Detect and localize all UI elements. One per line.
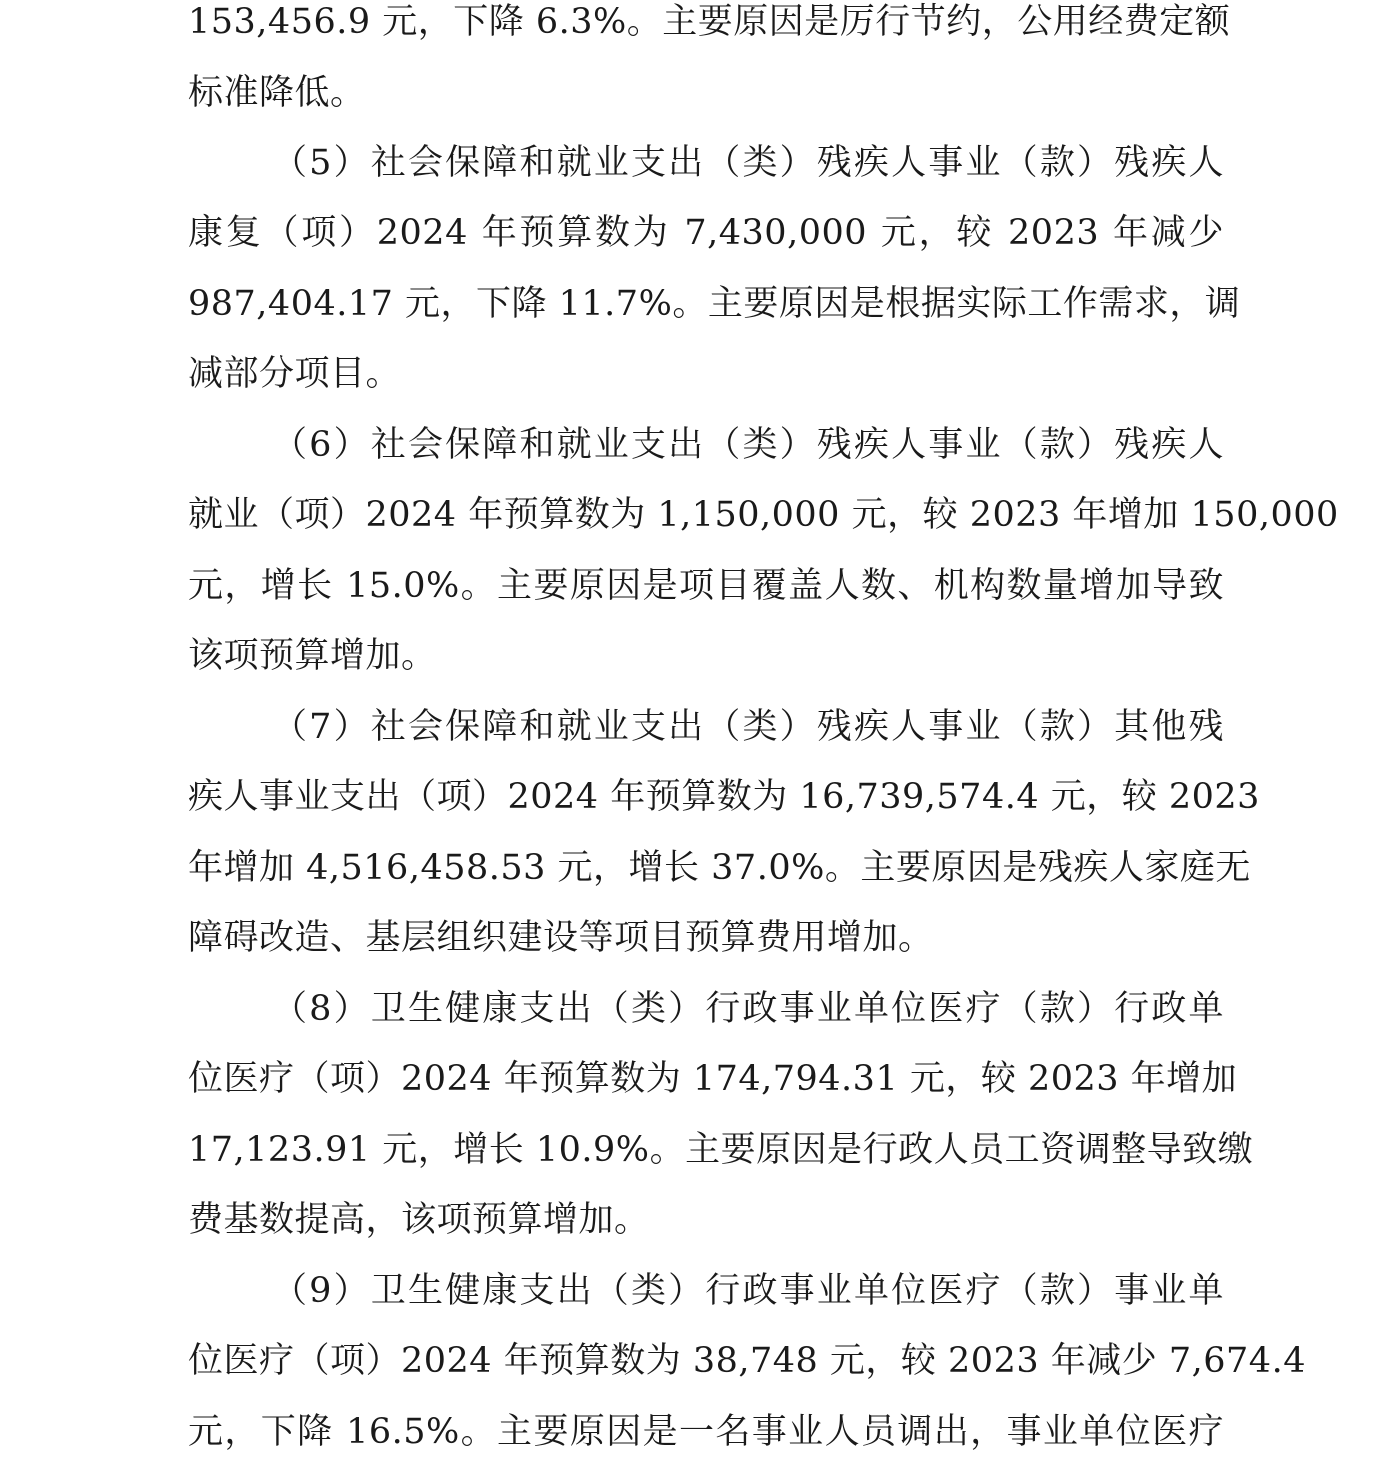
paragraph-6-line-4: 该项预算增加。 <box>188 636 437 676</box>
paragraph-9-line-2: 位医疗（项）2024 年预算数为 38,748 元，较 2023 年减少 7,674.4 <box>188 1341 1306 1381</box>
text-line-1: 153,456.9 元，下降 6.3%。主要原因是厉行节约，公用经费定额 <box>188 2 1231 42</box>
paragraph-7-line-3: 年增加 4,516,458.53 元，增长 37.0%。主要原因是残疾人家庭无 <box>188 848 1251 888</box>
paragraph-8-line-3: 17,123.91 元，增长 10.9%。主要原因是行政人员工资调整导致缴 <box>188 1130 1254 1170</box>
paragraph-7-line-4: 障碍改造、基层组织建设等项目预算费用增加。 <box>188 918 934 958</box>
paragraph-6-line-2: 就业（项）2024 年预算数为 1,150,000 元，较 2023 年增加 150,000 <box>188 495 1339 535</box>
paragraph-8-line-4: 费基数提高，该项预算增加。 <box>188 1200 650 1240</box>
paragraph-9-line-3: 元，下降 16.5%。主要原因是一名事业人员调出，事业单位医疗 <box>188 1412 1224 1452</box>
paragraph-7-line-2: 疾人事业支出（项）2024 年预算数为 16,739,574.4 元，较 2023 <box>188 777 1260 817</box>
paragraph-5-line-3: 987,404.17 元，下降 11.7%。主要原因是根据实际工作需求，调 <box>188 284 1241 324</box>
paragraph-7-line-1: （7）社会保障和就业支出（类）残疾人事业（款）其他残 <box>272 707 1224 747</box>
paragraph-5-line-2: 康复（项）2024 年预算数为 7,430,000 元，较 2023 年减少 <box>188 213 1224 253</box>
paragraph-5-line-4: 减部分项目。 <box>188 354 402 394</box>
paragraph-6-line-3: 元，增长 15.0%。主要原因是项目覆盖人数、机构数量增加导致 <box>188 566 1224 606</box>
paragraph-5-line-1: （5）社会保障和就业支出（类）残疾人事业（款）残疾人 <box>272 143 1224 183</box>
paragraph-8-line-2: 位医疗（项）2024 年预算数为 174,794.31 元，较 2023 年增加 <box>188 1059 1238 1099</box>
paragraph-9-line-1: （9）卫生健康支出（类）行政事业单位医疗（款）事业单 <box>272 1271 1224 1311</box>
paragraph-6-line-1: （6）社会保障和就业支出（类）残疾人事业（款）残疾人 <box>272 425 1224 465</box>
text-line-2: 标准降低。 <box>188 73 366 113</box>
paragraph-8-line-1: （8）卫生健康支出（类）行政事业单位医疗（款）行政单 <box>272 989 1224 1029</box>
